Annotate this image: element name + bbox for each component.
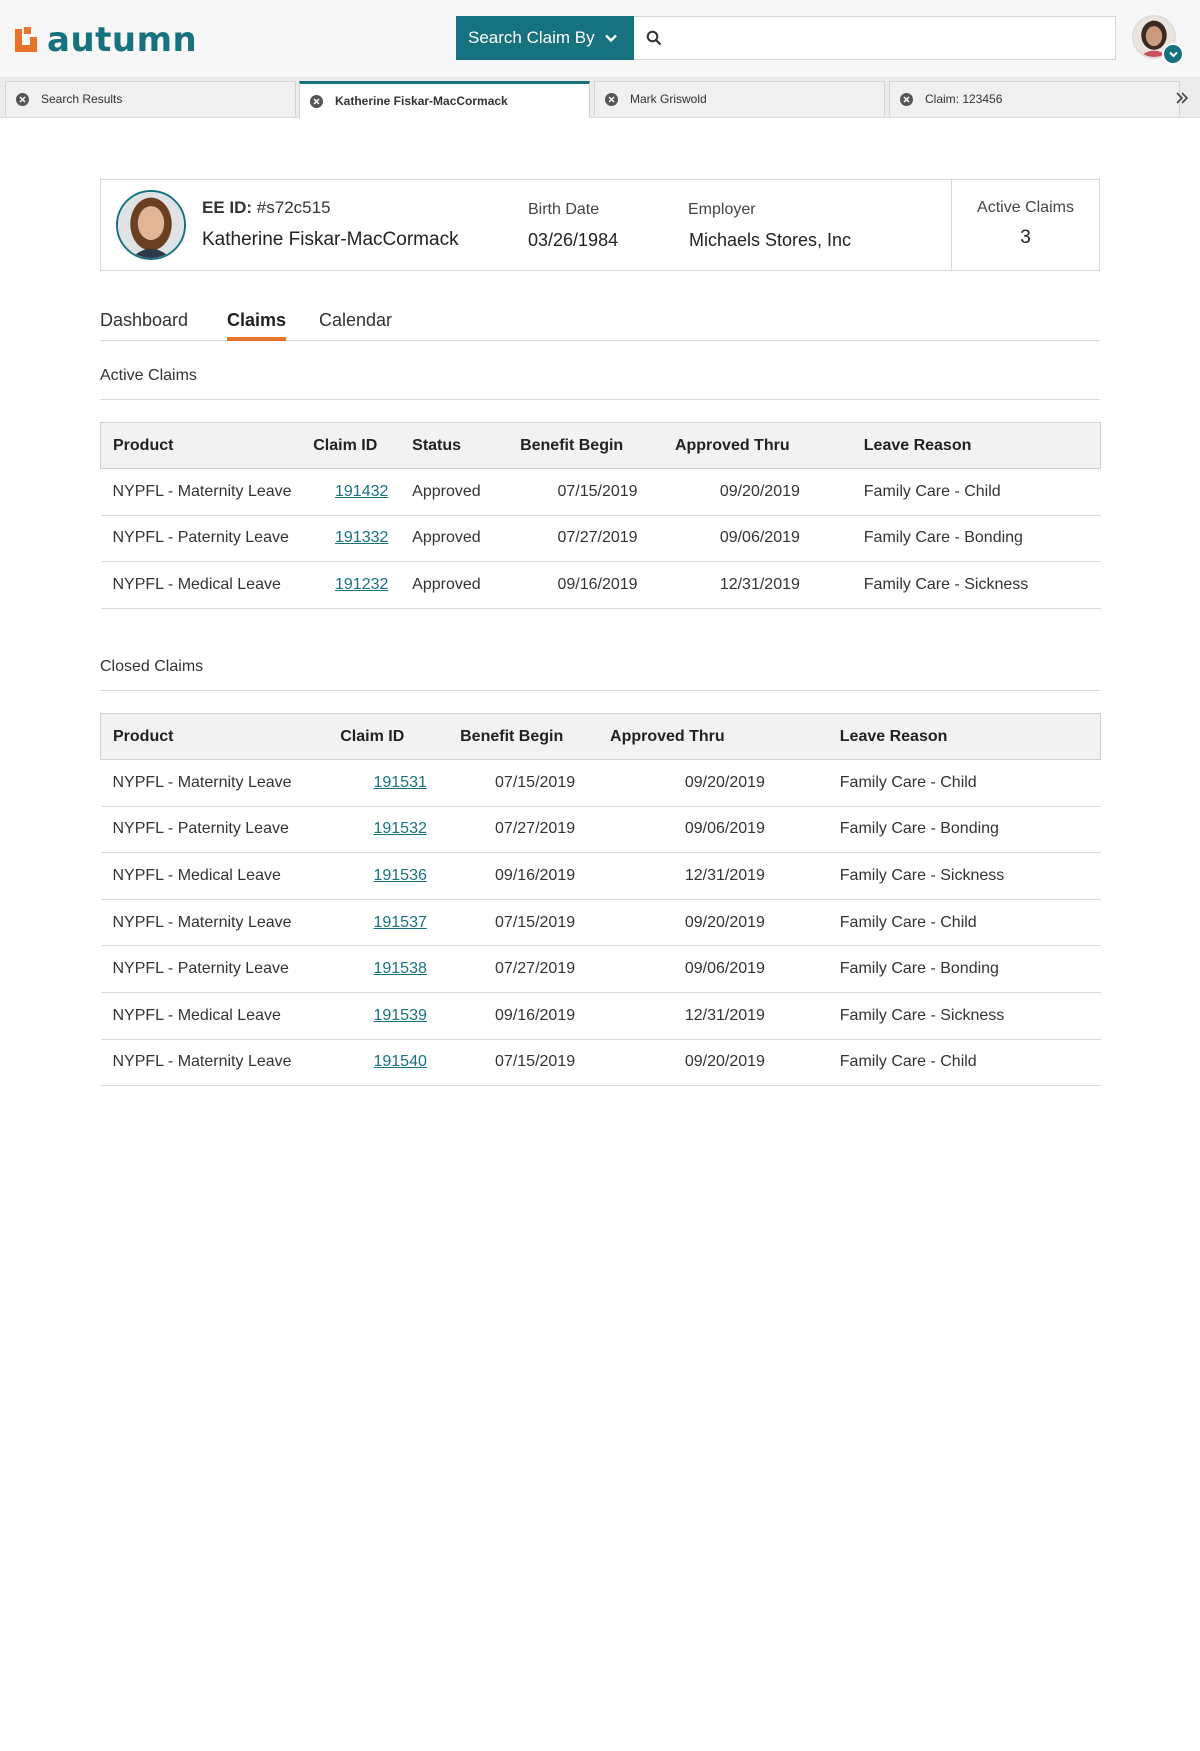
search-icon xyxy=(646,30,662,46)
close-icon[interactable] xyxy=(605,93,618,106)
tab-claims[interactable]: Claims xyxy=(227,310,286,341)
table-row[interactable] xyxy=(101,806,1101,853)
employee-photo xyxy=(116,190,186,260)
section-tabs xyxy=(100,306,1100,341)
tab-dashboard[interactable]: Dashboard xyxy=(100,310,189,330)
column-header-approved-thru[interactable]: Approved Thru xyxy=(675,423,845,469)
tab-search-results[interactable] xyxy=(5,81,296,116)
claim-id-link[interactable]: 191332 xyxy=(335,529,389,547)
status-cell: Approved xyxy=(410,562,520,609)
tab-label: Search Results xyxy=(41,92,123,106)
column-header-benefit-begin[interactable]: Benefit Begin xyxy=(460,714,610,760)
column-header-leave-reason[interactable]: Leave Reason xyxy=(845,423,1101,469)
approved-thru-cell: 09/20/2019 xyxy=(610,899,840,946)
table-row[interactable] xyxy=(101,562,1101,609)
benefit-begin-cell: 07/15/2019 xyxy=(460,760,610,807)
approved-thru-cell: 09/06/2019 xyxy=(610,806,840,853)
claim-id-link[interactable]: 191540 xyxy=(373,1053,427,1071)
benefit-begin-cell: 07/27/2019 xyxy=(460,946,610,993)
autumn-logo-icon xyxy=(15,27,41,53)
claim-id-link[interactable]: 191532 xyxy=(373,820,427,838)
tab-mark-griswold[interactable] xyxy=(594,81,885,116)
claim-id-link[interactable]: 191536 xyxy=(373,866,427,884)
table-row[interactable] xyxy=(101,992,1101,1039)
active-claims-heading: Active Claims xyxy=(100,367,1100,400)
benefit-begin-cell: 07/27/2019 xyxy=(460,806,610,853)
table-header-row xyxy=(101,423,1101,469)
approved-thru-cell: 12/31/2019 xyxy=(610,992,840,1039)
close-icon[interactable] xyxy=(16,93,29,106)
search-field[interactable] xyxy=(634,16,1116,60)
product-cell: NYPFL - Medical Leave xyxy=(101,992,341,1039)
tab-overflow-button[interactable] xyxy=(1164,82,1200,114)
employer-value: Michaels Stores, Inc xyxy=(689,230,852,250)
employer-label: Employer xyxy=(688,201,756,218)
column-header-status[interactable]: Status xyxy=(410,423,520,469)
leave-reason-cell: Family Care - Sickness xyxy=(840,853,1101,900)
claim-id-link[interactable]: 191531 xyxy=(373,773,427,791)
column-header-claim-id[interactable]: Claim ID xyxy=(313,423,410,469)
claim-id-link[interactable]: 191539 xyxy=(373,1006,427,1024)
tab-label: Claim: 123456 xyxy=(925,92,1003,106)
employee-summary-card xyxy=(100,179,1100,271)
table-row[interactable] xyxy=(101,1039,1101,1086)
birth-date-value: 03/26/1984 xyxy=(528,230,619,250)
active-claims-table xyxy=(100,422,1101,609)
approved-thru-cell: 09/20/2019 xyxy=(675,469,845,516)
benefit-begin-cell: 09/16/2019 xyxy=(460,853,610,900)
closed-claims-heading: Closed Claims xyxy=(100,658,1100,691)
double-chevron-right-icon xyxy=(1175,91,1189,105)
column-header-product[interactable]: Product xyxy=(101,714,341,760)
closed-claims-table xyxy=(100,713,1101,1086)
chevron-down-icon xyxy=(604,31,618,45)
leave-reason-cell: Family Care - Child xyxy=(845,469,1101,516)
app-header xyxy=(0,0,1200,78)
benefit-begin-cell: 07/15/2019 xyxy=(520,469,675,516)
leave-reason-cell: Family Care - Sickness xyxy=(845,562,1101,609)
table-header-row xyxy=(101,714,1101,760)
table-row[interactable] xyxy=(101,760,1101,807)
claim-id-link[interactable]: 191232 xyxy=(335,575,389,593)
benefit-begin-cell: 07/27/2019 xyxy=(520,515,675,562)
product-cell: NYPFL - Maternity Leave xyxy=(101,469,314,516)
logo-text: autumn xyxy=(47,20,198,60)
chevron-down-icon xyxy=(1162,43,1184,65)
search-input[interactable] xyxy=(672,18,1115,58)
autumn-logo[interactable] xyxy=(15,20,197,60)
active-claims-count: 3 xyxy=(1020,227,1031,248)
table-row[interactable] xyxy=(101,946,1101,993)
ee-id-value: #s72c515 xyxy=(256,198,331,217)
benefit-begin-cell: 07/15/2019 xyxy=(460,1039,610,1086)
column-header-approved-thru[interactable]: Approved Thru xyxy=(610,714,840,760)
table-row[interactable] xyxy=(101,853,1101,900)
leave-reason-cell: Family Care - Bonding xyxy=(845,515,1101,562)
employee-name: Katherine Fiskar-MacCormack xyxy=(202,229,459,250)
leave-reason-cell: Family Care - Child xyxy=(840,899,1101,946)
search-bar xyxy=(456,16,1116,60)
ee-id xyxy=(202,198,331,218)
leave-reason-cell: Family Care - Child xyxy=(840,760,1101,807)
table-row[interactable] xyxy=(101,899,1101,946)
status-cell: Approved xyxy=(410,469,520,516)
product-cell: NYPFL - Paternity Leave xyxy=(101,515,314,562)
approved-thru-cell: 12/31/2019 xyxy=(675,562,845,609)
active-claims-summary xyxy=(951,180,1099,270)
approved-thru-cell: 09/20/2019 xyxy=(610,1039,840,1086)
birth-date-label: Birth Date xyxy=(528,201,600,218)
benefit-begin-cell: 09/16/2019 xyxy=(520,562,675,609)
leave-reason-cell: Family Care - Bonding xyxy=(840,806,1101,853)
product-cell: NYPFL - Medical Leave xyxy=(101,562,314,609)
claim-id-link[interactable]: 191537 xyxy=(373,913,427,931)
search-claim-by-dropdown[interactable] xyxy=(456,16,634,60)
product-cell: NYPFL - Maternity Leave xyxy=(101,1039,341,1086)
claim-id-link[interactable]: 191538 xyxy=(373,960,427,978)
close-icon[interactable] xyxy=(900,93,913,106)
approved-thru-cell: 12/31/2019 xyxy=(610,853,840,900)
active-claims-label: Active Claims xyxy=(977,199,1074,216)
benefit-begin-cell: 09/16/2019 xyxy=(460,992,610,1039)
approved-thru-cell: 09/06/2019 xyxy=(610,946,840,993)
product-cell: NYPFL - Paternity Leave xyxy=(101,806,341,853)
tab-label: Mark Griswold xyxy=(630,92,707,106)
column-header-benefit-begin[interactable]: Benefit Begin xyxy=(520,423,675,469)
column-header-leave-reason[interactable]: Leave Reason xyxy=(840,714,1101,760)
close-icon[interactable] xyxy=(310,95,323,108)
user-avatar-menu[interactable] xyxy=(1132,15,1176,59)
leave-reason-cell: Family Care - Sickness xyxy=(840,992,1101,1039)
search-claim-by-label: Search Claim By xyxy=(468,28,595,47)
window-tab-strip xyxy=(0,78,1200,118)
claim-id-link[interactable]: 191432 xyxy=(335,482,389,500)
tab-claim-123456[interactable] xyxy=(889,81,1180,116)
product-cell: NYPFL - Paternity Leave xyxy=(101,946,341,993)
table-row[interactable] xyxy=(101,515,1101,562)
benefit-begin-cell: 07/15/2019 xyxy=(460,899,610,946)
approved-thru-cell: 09/20/2019 xyxy=(610,760,840,807)
tab-katherine-fiskar-maccormack[interactable] xyxy=(299,81,590,118)
table-row[interactable] xyxy=(101,469,1101,516)
leave-reason-cell: Family Care - Child xyxy=(840,1039,1101,1086)
status-cell: Approved xyxy=(410,515,520,562)
ee-id-label: EE ID: xyxy=(202,198,253,217)
product-cell: NYPFL - Maternity Leave xyxy=(101,899,341,946)
leave-reason-cell: Family Care - Bonding xyxy=(840,946,1101,993)
product-cell: NYPFL - Medical Leave xyxy=(101,853,341,900)
tab-calendar[interactable]: Calendar xyxy=(319,310,393,330)
column-header-claim-id[interactable]: Claim ID xyxy=(340,714,460,760)
product-cell: NYPFL - Maternity Leave xyxy=(101,760,341,807)
approved-thru-cell: 09/06/2019 xyxy=(675,515,845,562)
tab-label: Katherine Fiskar-MacCormack xyxy=(335,94,508,108)
column-header-product[interactable]: Product xyxy=(101,423,314,469)
